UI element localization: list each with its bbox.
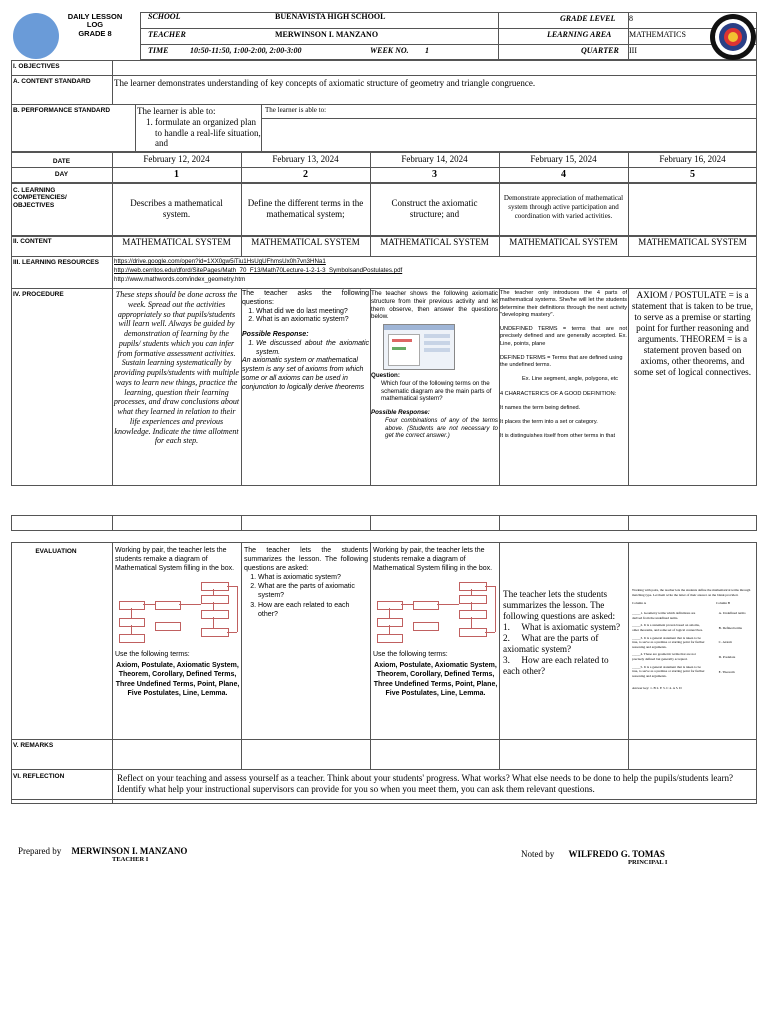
time-value: 10:50-11:50, 1:00-2:00, 2:00-3:00 <box>190 46 302 55</box>
axiomatic-structure-screenshot <box>383 324 455 370</box>
reflection-label: VI. REFLECTION <box>13 773 65 780</box>
content-label: II. CONTENT <box>13 238 52 245</box>
day-number-5: 5 <box>690 169 695 180</box>
evaluation-day3: Working by pair, the teacher lets the students remake a diagram of Mathematical System filling in the box. Use the following terms: Axiom, Postulate, Axiomatic System, Theorem, Corollary, Defined Terms, Three Undefined Terms, Point, Plane, Five Postulates, Line, Lemma. <box>373 547 498 697</box>
prepared-by: Prepared by MERWINSON I. MANZANO <box>18 846 188 856</box>
remarks-label: V. REMARKS <box>13 742 54 749</box>
prepared-title: TEACHER I <box>112 856 149 863</box>
reflection-text: Reflect on your teaching and assess yourself as a teacher. Think about your students' progress. What works? What else needs to be done to help the pupils/students learn? Identify what help your instructional supervisors can provide for you so when you meet them, you can ask them relevant questions. <box>117 773 734 794</box>
week-label: WEEK NO. <box>370 46 409 55</box>
procedure-day5: AXIOM / POSTULATE = is a statement that is taken to be true, to serve as a premise or starting point for further reasoning and arguments. THEOREM = is a statement proven based on axioms, other theorems, and some set of logical connectives. <box>631 290 754 378</box>
resource-link-2[interactable]: http://web.cerritos.edu/dford/SitePages/Math_70_F13/Math70Lecture-1-2-1-3_SymbolsandPostulates.pdf <box>114 266 403 274</box>
evaluation-day5: Working with pairs, the teacher lets the students define the mathematical terms through matching type. Let them write the letter of their answer on the blank provided. Column A Column B _____1. Geometry terms which definitions are derived from the undefined terms. _____2. It is a statement proven based on axioms, other theorems, and some set of logical connectives. _____3. It is a general statement that is taken to be true, to serve as a premise or starting point for further reasoning and arguments. _____4. These are geometric terms that are not precisely defined but generally accepted. _____5. It is a general statement that is taken to be true, to serve as a premise or starting point for further reasoning and arguments. A. Undefined terms B. Defined terms C. Axiom D. Postulate E. Theorem Answer key: 1. B 2. E 3. C 4. A 5. D <box>632 588 751 691</box>
content-day2: MATHEMATICAL SYSTEM <box>251 237 360 247</box>
time-label: TIME <box>148 46 169 55</box>
area-value: MATHEMATICS <box>629 30 686 39</box>
date-day5: February 16, 2024 <box>659 154 726 164</box>
date-day1: February 12, 2024 <box>143 154 210 164</box>
area-label: LEARNING AREA <box>547 30 612 39</box>
evaluation-day1: Working by pair, the teacher lets the students remake a diagram of Mathematical System filling in the box. Use the following terms: Axiom, Postulate, Axiomatic System, Theorem, Corollary, Defined Terms, Three Undefined Terms, Point, Plane, Five Postulates, Line, Lemma. <box>115 547 240 697</box>
procedure-day3: The teacher shows the following axiomatic structure from their previous activity and let them observe, then answer the questions below. Question: Which four of the following terms on the schematic diagram are the main parts of mathematical system? Possible Response: Four combinations of any of the terms above. (Students are not necessary to get the correct answer.) <box>371 290 498 440</box>
teacher-label: TEACHER <box>148 30 186 39</box>
performance-standard-text: The learner is able to: 1. formulate an organized plan to handle a real-life situation, and <box>137 106 261 149</box>
date-day3: February 14, 2024 <box>401 154 468 164</box>
procedure-day4: The teacher only introduces the 4 parts of mathematical systems. She/he will let the students determine their definitions through the next activity "developing mastery". UNDEFINED TERMS = terms that are not precisely defined and are generally accepted. Ex. Line, points, plane DEFINED TERMS = Terms that are defined using the undefined terms. Ex. Line segment, angle, polygons, etc 4 CHARACTERICS OF A GOOD DEFINITION: It names the term being defined. It places the term into a set or category. It is distinguishes itself from other terms in that <box>500 290 627 440</box>
blank-row <box>11 515 757 531</box>
date-day4: February 15, 2024 <box>530 154 597 164</box>
quarter-value: III <box>629 46 637 55</box>
resource-links <box>114 258 754 285</box>
content-day1: MATHEMATICAL SYSTEM <box>122 237 231 247</box>
teacher-value: MERWINSON I. MANZANO <box>275 30 379 39</box>
procedure-label: IV. PROCEDURE <box>13 291 64 298</box>
day-number-2: 2 <box>303 169 308 180</box>
quarter-label: QUARTER <box>581 46 619 55</box>
resource-link-3[interactable]: http://www.mathwords.com/index_geometry.htm <box>114 275 246 283</box>
performance-standard-text-2: The learner is able to: <box>265 106 327 114</box>
noted-by: Noted by WILFREDO G. TOMAS <box>521 849 665 859</box>
evaluation-day4: The teacher lets the students summarizes the lesson. The following questions are asked: 1. What is axiomatic system? 2. What are the parts of axiomatic system? 3. How are each related to each other? <box>503 589 621 677</box>
school-label: SCHOOL <box>148 12 181 21</box>
grade-value: 8 <box>629 14 633 23</box>
resource-link-1[interactable]: https://drive.google.com/open?id=1XX0gw5iTiu1HsUgUFhmsUx0h7vn3HNa1 <box>114 258 326 265</box>
procedure-day2: The teacher asks the following questions: 1. What did we do last meeting? 2. What is an axiomatic system? Possible Response: 1. We discussed about the axiomatic system. An axiomatic system or mathematical system is any set of axioms from which some or all axioms can be used in conjunction to logically derive theorems <box>242 290 369 392</box>
dll-title: DAILY LESSON LOG GRADE 8 <box>67 12 123 38</box>
competency-day2: Define the different terms in the mathematical system; <box>247 198 364 219</box>
objectives-label: I. OBJECTIVES <box>13 63 60 70</box>
grade-label: GRADE LEVEL <box>560 14 616 23</box>
performance-item: 1. formulate an organized plan to handle a real-life situation, and <box>155 117 261 149</box>
deped-logo-left <box>13 13 59 59</box>
competency-day3: Construct the axiomatic structure; and <box>391 198 478 219</box>
day-number-4: 4 <box>561 169 566 180</box>
mathematical-system-diagram <box>115 576 240 650</box>
competencies-label: C. LEARNING COMPETENCIES/ OBJECTIVES <box>13 187 67 209</box>
evaluation-day2: The teacher lets the students summarizes the lesson. The following questions are asked: 1. What is axiomatic system? 2. What are the parts of axiomatic system? 3. How are each related to each other? <box>244 546 368 619</box>
content-day5: MATHEMATICAL SYSTEM <box>638 237 747 247</box>
school-seal-right <box>710 14 756 60</box>
evaluation-label: EVALUATION <box>35 548 77 555</box>
procedure-guide: These steps should be done across the week. Spread out the activities appropriately so that pupils/students will learn well. Always be guided by demonstration of learning by the pupils/ students which you can infer from formative assessment activities. Sustain learning systematically by providing pupils/students with multiple ways to learn new things, practice the learning, question their learning processes, and draw conclusions about what they learned in relation to their life experiences and previous knowledge. Indicate the time allotment for each step. <box>113 290 240 446</box>
school-value: BUENAVISTA HIGH SCHOOL <box>275 12 386 21</box>
day-label: DAY <box>54 171 69 178</box>
content-day3: MATHEMATICAL SYSTEM <box>380 237 489 247</box>
content-standard-text: The learner demonstrates understanding of key concepts of axiomatic structure of geometry and triangle congruence. <box>114 78 536 88</box>
noted-name: WILFREDO G. TOMAS <box>568 849 665 859</box>
mathematical-system-diagram-2 <box>373 576 498 650</box>
performance-standard-label: B. PERFORMANCE STANDARD <box>13 107 111 114</box>
resources-label: III. LEARNING RESOURCES <box>13 259 99 266</box>
competency-day1: Describes a mathematical system. <box>130 198 223 219</box>
content-day4: MATHEMATICAL SYSTEM <box>509 237 618 247</box>
prepared-name: MERWINSON I. MANZANO <box>71 846 188 856</box>
content-standard-label: A. CONTENT STANDARD <box>13 78 91 85</box>
week-value: 1 <box>425 46 429 55</box>
noted-title: PRINCIPAL I <box>628 859 668 866</box>
date-day2: February 13, 2024 <box>272 154 339 164</box>
date-label: DATE <box>52 158 71 165</box>
day-number-1: 1 <box>174 169 179 180</box>
day-number-3: 3 <box>432 169 437 180</box>
competency-day4: Demonstrate appreciation of mathematical system through active participation and coordination with varied activities. <box>503 194 624 220</box>
